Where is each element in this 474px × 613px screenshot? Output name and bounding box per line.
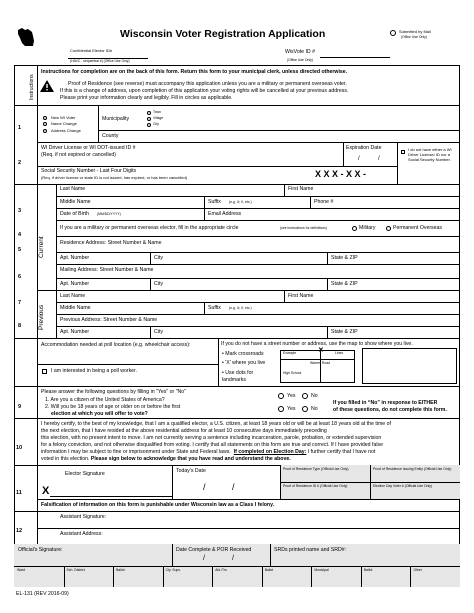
submitted-note: (Office Use Only) [401,35,427,39]
official-cell-label: Municipal [314,568,329,572]
por-type-label: Proof of Residence Type (Official Use Only) [283,467,349,471]
official-cell-label: Ballot [264,568,274,572]
name-change-radio[interactable] [43,122,47,126]
new-voter-radio[interactable] [43,116,47,120]
section-8-number: 8 [18,323,22,329]
mailing-apt-label: Apt. Number [60,281,90,287]
official-cell-label: Cty. Supv. [165,568,181,572]
todays-date-slash-1: / [203,482,206,492]
assistant-signature-label: Assistant Signature: [60,514,107,520]
town-label: Town [153,110,161,114]
section-3-number: 3 [18,208,22,214]
todays-date-slash-2: / [232,482,235,492]
first-name-label: First Name [288,186,314,192]
residence-city-label: City [154,255,163,261]
certification-line-5: information I may be subject to fine or imprisonment under State and Federal laws. If completed on Election Day: I further certify that I have not [41,449,376,455]
q1-no-radio[interactable] [302,393,308,399]
wisvote-note: (Office Use Only) [287,58,313,62]
citizenship-note-1: If you filled in “No” in response to EITHER [333,400,438,406]
driver-license-label: WI Driver License or WI DOT-issued ID # [41,145,136,151]
map-lines-label: Lines [335,351,344,355]
map-intro: If you do not have a street number or address, use the map to show where you live. [221,341,413,347]
citizenship-question-1: 1. Are you a citizen of the United States of America? [45,397,165,403]
certification-line-6: voted in this election. Please sign below to acknowledge that you have read and understand the above. [41,456,291,462]
residence-state-zip-label: State & ZIP [331,255,358,261]
no-id-text: I do not have either a WI Driver License/ ID nor a Social Security Number. [408,147,452,163]
new-voter-label: New WI Voter [51,115,76,120]
prev-address-label: Previous Address: Street Number & Name [60,317,158,323]
section-7-number: 7 [18,300,22,306]
section-4-number: 4 [18,232,22,238]
q1-no-label: No [311,393,318,399]
confidential-id-label: Confidential Elector ID# [70,48,113,53]
poll-worker-label: I am interested in being a poll worker. [51,368,137,374]
email-label: Email Address [208,211,242,217]
official-cell-label: Sch. District [66,568,85,572]
map-bullet-3: • Use dots for landmarks [222,370,254,383]
certification-line-1: I hereby certify, to the best of my knowledge, that I am a qualified elector, a U.S. citizen, at least 18 years old or will be at least 18 years old at the time of [41,421,391,427]
por-id-label: Proof of Residence ID # (Official Use Only) [283,484,348,488]
q2-no-label: No [311,406,318,412]
q1-yes-radio[interactable] [278,393,284,399]
q2-no-radio[interactable] [302,406,308,412]
expiration-slash-1: / [358,156,360,162]
prev-middle-name-label: Middle Name [60,305,91,311]
dob-format: (MM/DD/YYYY) [97,212,121,216]
city-label: City [153,122,159,126]
certification-line-4: for a felony conviction, and not otherwise disqualified from voting. I certify that all statements on this form are true and correct. If I have provided false [41,442,383,448]
elector-signature-label: Elector Signature [65,471,105,477]
assistant-address-label: Assistant Address: [60,531,103,537]
military-question: If you are a military or permanent overseas elector, fill in the appropriate circle [60,225,239,231]
mailing-city-label: City [154,281,163,287]
prev-suffix-eg: (e.g. Jr, II, etc.) [229,306,252,310]
instructions-line3: If this is a change of address, upon completion of this application your voting rights will be cancelled at your previous address. [60,88,349,94]
section-11-number: 11 [16,490,22,496]
todays-date-label: Today's Date [176,468,206,474]
form-number: EL-131 (REV 2016-09) [16,591,69,597]
submitted-by-mail-radio[interactable] [390,30,396,36]
age-question-2b: election at which you will offer to vote? [51,411,148,417]
map-example-label: Example [283,351,297,355]
section-1-number: 1 [18,125,22,131]
driver-license-note: (Req. if not expired or cancelled) [41,152,116,158]
instructions-side-label: Instructions [29,74,35,100]
mailing-state-zip-label: State & ZIP [331,281,358,287]
prev-suffix-label: Suffix [208,305,221,311]
expiration-slash-2: / [378,156,380,162]
section-10-number: 10 [16,445,23,451]
warning-icon [40,80,54,92]
ssn-label: Social Security Number - Last Four Digits [41,168,137,174]
village-radio[interactable] [147,117,151,121]
age-question-2: 2. Will you be 18 years of age or older on or before the first [45,404,181,410]
por-issuer-label: Proof of Residence Issuing Entity (Official Use Only) [373,467,452,471]
military-note: (see instructions for definitions) [280,226,327,230]
poll-worker-checkbox[interactable] [42,369,47,374]
official-cell-label: Ward [17,568,25,572]
residence-address-label: Residence Address: Street Number & Name [60,240,162,246]
map-bullet-2: • 'X' where you live [222,360,266,366]
instructions-line4: Please print your information clearly and legibly. Fill in circles as applicable. [60,95,233,101]
municipality-label: Municipality [102,116,130,122]
previous-side-label: Previous [38,304,45,330]
town-radio[interactable] [147,111,151,115]
section-2-number: 2 [18,160,22,166]
map-road-label: Warren Road [310,361,331,365]
confidential-note: (HAVC - sequential #) (Office Use Only) [70,59,130,63]
map-drawing-area[interactable] [362,348,457,384]
prev-city-label: City [154,329,163,335]
prev-state-zip-label: State & ZIP [331,329,358,335]
permanent-overseas-radio[interactable] [386,226,391,231]
map-school-label: High School [283,371,302,375]
official-date-slash-1: / [203,555,205,562]
village-label: Village [153,116,164,120]
official-cell-label: Ballot [363,568,373,572]
submitted-by-mail-label: Submitted by Mail [399,29,431,34]
instructions-line1: Instructions for completion are on the back of this form. Return this form to your municipal clerk, unless directed otherwise. [41,69,348,75]
srd-label: SRDs printed name and SRD#: [274,547,347,553]
suffix-eg: (e.g. Jr, II, etc.) [229,200,252,204]
q2-yes-radio[interactable] [278,406,284,412]
phone-label: Phone # [314,199,334,205]
prev-first-name-label: First Name [288,293,314,299]
prev-last-name-label: Last Name [60,293,86,299]
certification-line-3: this election, with no present intent to move. I am not currently serving a sentence including incarceration, parole, probation, or extended supervision [41,435,382,441]
name-change-label: Name Change [51,121,77,126]
official-cell-label: Ald./Trs [215,568,227,572]
address-change-label: Address Change [51,128,81,133]
dob-label: Date of Birth [60,211,89,217]
section-12-number: 12 [16,528,23,534]
ssn-note: (Req. if driver license or state ID is not issued, has expired, or has been cancelled) [41,175,188,180]
q1-yes-label: Yes [287,393,296,399]
wisvote-label: WisVote ID # [285,49,315,55]
section-5-number: 5 [18,247,22,253]
suffix-label: Suffix [208,199,221,205]
map-bullet-1: • Mark crossroads [222,351,264,357]
official-date-slash-2: / [232,555,234,562]
signature-x-mark: X [42,485,50,497]
last-name-label: Last Name [60,186,86,192]
accommodation-label: Accommodation needed at poll location (e.g. wheelchair access): [41,342,191,348]
city-radio[interactable] [147,123,151,127]
current-side-label: Current [38,236,45,258]
mailing-address-label: Mailing Address: Street Number & Name [60,267,154,273]
residence-apt-label: Apt. Number [60,255,90,261]
ssn-mask: X X X - X X - [315,169,367,179]
official-cell-label: Other [413,568,422,572]
map-x-mark: ✕ [318,347,324,354]
permanent-overseas-label: Permanent Overseas [393,225,443,231]
certification-line-2: the next election, that I have resided at the above residential address for at least 10 consecutive days immediately preceding [41,428,327,434]
q2-yes-label: Yes [287,406,296,412]
official-cell-label: Ballot [116,568,125,572]
falsification-warning: Falsification of information on this form is punishable under Wisconsin law as a Class I felony. [41,502,275,508]
prev-apt-label: Apt. Number [60,329,90,335]
expiration-label: Expiration Date [346,145,382,151]
official-signature-label: Official's Signature: [18,547,63,553]
middle-name-label: Middle Name [60,199,91,205]
address-change-radio[interactable] [43,129,47,133]
instructions-line2: Proof of Residence (see reverse) must accompany this application unless you are a military or permanent overseas voter. [68,81,347,87]
form-title: Wisconsin Voter Registration Application [120,28,326,40]
section-9-number: 9 [18,404,22,410]
section-6-number: 6 [18,274,22,280]
military-radio[interactable] [352,226,357,231]
date-complete-label: Date Complete & POR Received [176,547,252,553]
no-id-checkbox[interactable] [401,150,405,154]
citizenship-question-intro: Please answer the following questions by filling in "Yes" or "No" [41,389,187,395]
eday-voter-label: Election Day Voter # (Official Use Only) [373,484,433,488]
county-label: County [102,133,119,139]
military-label: Military [359,225,376,231]
wisconsin-outline-icon [16,26,36,48]
citizenship-note-2: of these questions, do not complete this form. [333,407,447,413]
